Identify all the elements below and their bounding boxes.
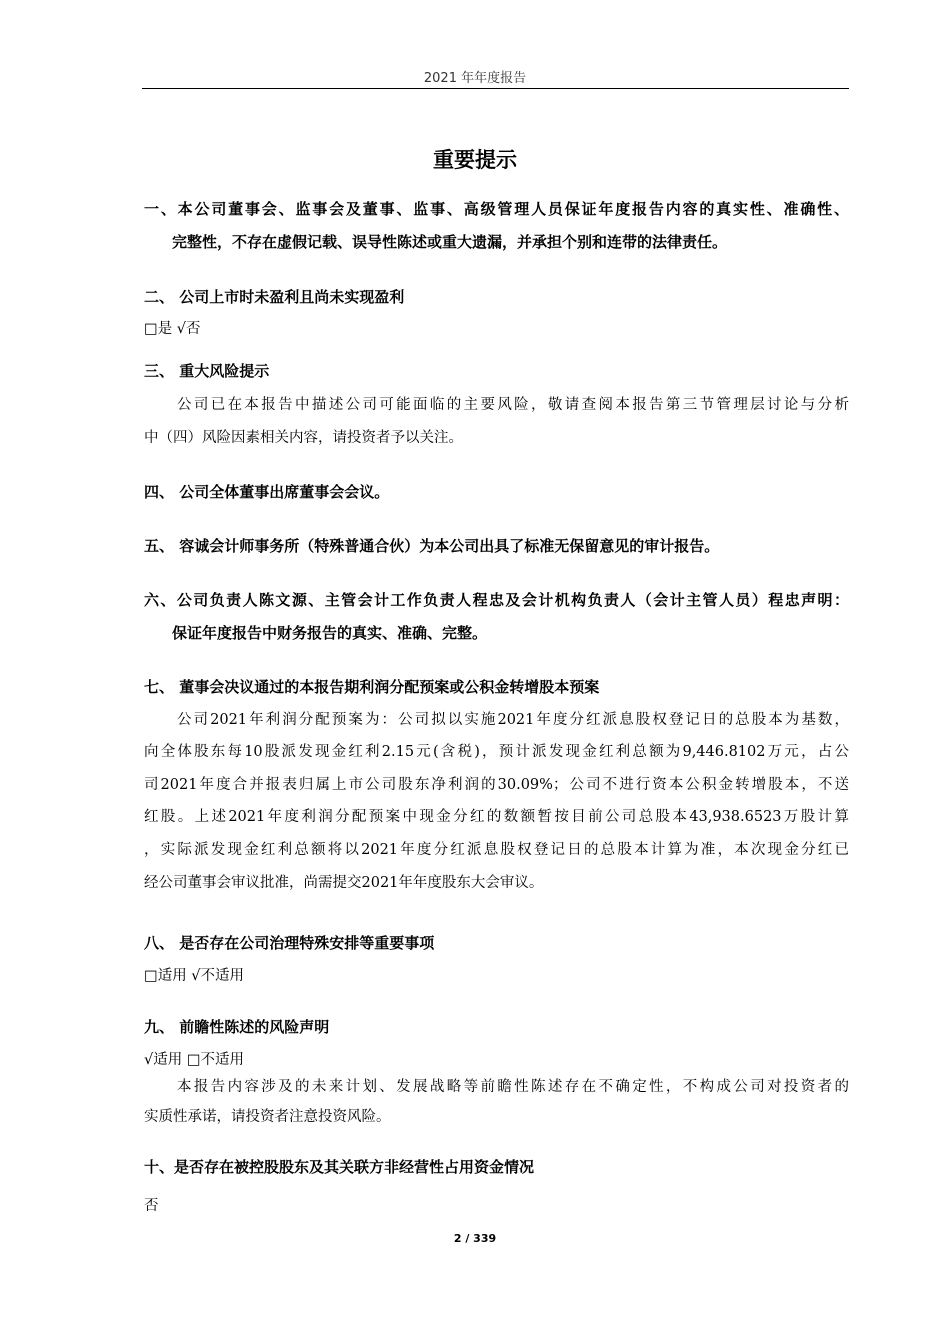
section-1-line-2: 完整性，不存在虚假记载、误导性陈述或重大遗漏，并承担个别和连带的法律责任。	[172, 233, 728, 251]
section-9-text-line-1: 本报告内容涉及的未来计划、发展战略等前瞻性陈述存在不确定性，不构成公司对投资者的	[177, 1079, 849, 1095]
section-10-answer: 否	[144, 1198, 159, 1214]
section-1-line-1: 一、本公司董事会、监事会及董事、监事、高级管理人员保证年度报告内容的真实性、准确性、	[144, 200, 849, 218]
section-9-options: √适用 □不适用	[144, 1052, 245, 1068]
section-7-heading: 七、 董事会决议通过的本报告期利润分配预案或公积金转增股本预案	[144, 678, 600, 696]
section-7-text-line-2: 向全体股东每10股派发现金红利2.15元(含税)，预计派发现金红利总额为9,446.8102万元，占公	[144, 744, 849, 760]
section-9-text-line-2: 实质性承诺，请投资者注意投资风险。	[144, 1109, 391, 1125]
section-7-text-line-4: 红股。上述2021年度利润分配预案中现金分红的数额暂按目前公司总股本43,938.6523万股计算	[144, 809, 849, 825]
header-divider	[142, 88, 849, 89]
section-7-text-line-3: 司2021年度合并报表归属上市公司股东净利润的30.09%；公司不进行资本公积金转增股本，不送	[144, 777, 849, 793]
section-3-heading: 三、 重大风险提示	[144, 362, 270, 380]
section-6-line-2: 保证年度报告中财务报告的真实、准确、完整。	[172, 624, 488, 642]
section-10-heading: 十、是否存在被控股股东及其关联方非经营性占用资金情况	[144, 1158, 535, 1176]
section-7-text-line-5: ，实际派发现金红利总额将以2021年度分红派息股权登记日的总股本计算为准，本次现金分红已	[144, 842, 849, 858]
section-2-heading: 二、 公司上市时未盈利且尚未实现盈利	[144, 288, 405, 306]
section-8-heading: 八、 是否存在公司治理特殊安排等重要事项	[144, 934, 435, 952]
section-5-heading: 五、 容诚会计师事务所（特殊普通合伙）为本公司出具了标准无保留意见的审计报告。	[144, 537, 720, 555]
section-3-text-line-2: 中（四）风险因素相关内容，请投资者予以关注。	[144, 430, 463, 446]
section-2-options: □是 √否	[144, 321, 201, 337]
page-header: 2021 年年度报告	[423, 71, 527, 86]
section-4-heading: 四、 公司全体董事出席董事会会议。	[144, 483, 390, 501]
section-7-text-line-1: 公司2021年利润分配预案为：公司拟以实施2021年度分红派息股权登记日的总股本为基数，	[177, 712, 849, 728]
section-9-heading: 九、 前瞻性陈述的风险声明	[144, 1018, 330, 1036]
page-title: 重要提示	[433, 148, 517, 172]
section-6-line-1: 六、公司负责人陈文源、主管会计工作负责人程忠及会计机构负责人（会计主管人员）程忠声明：	[144, 591, 849, 609]
section-8-options: □适用 √不适用	[144, 968, 245, 984]
section-7-text-line-6: 经公司董事会审议批准，尚需提交2021年年度股东大会审议。	[144, 875, 544, 891]
page-number: 2 / 339	[453, 1232, 497, 1245]
section-3-text-line-1: 公司已在本报告中描述公司可能面临的主要风险，敬请查阅本报告第三节管理层讨论与分析	[177, 397, 849, 413]
